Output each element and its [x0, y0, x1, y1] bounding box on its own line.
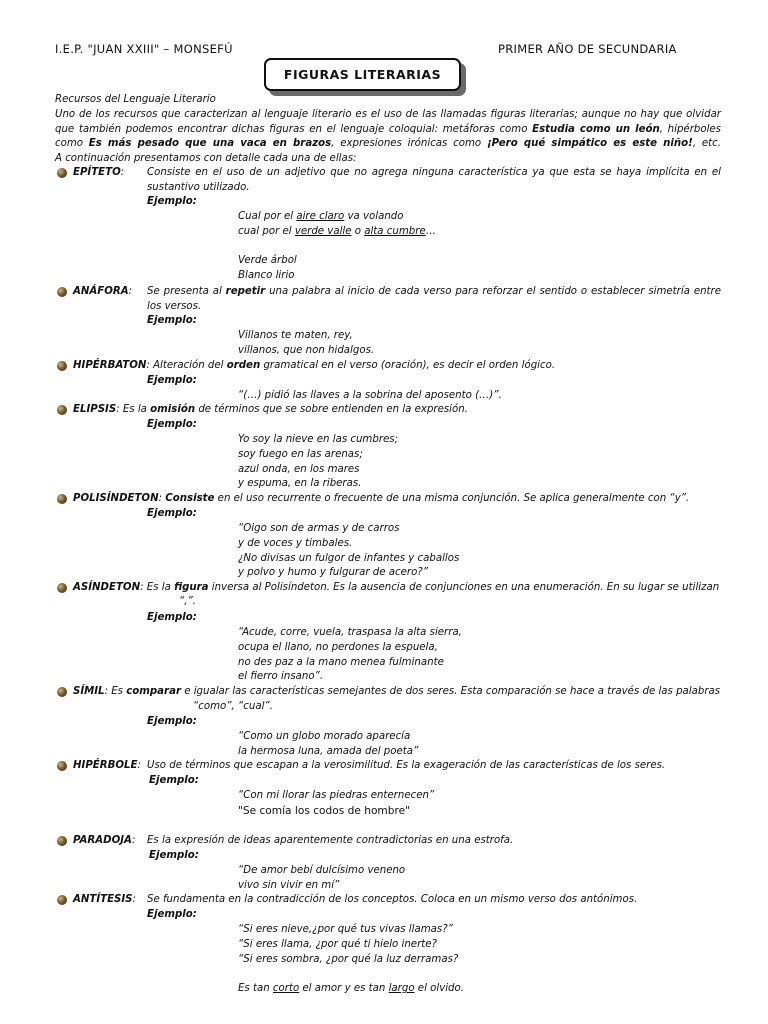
figure-asindeton — [55, 581, 721, 685]
intro-example-irony: ¡Pero qué simpático es este niño! — [486, 138, 693, 150]
example-line: soy fuego en las arenas; — [238, 448, 363, 460]
bullet-icon — [57, 836, 67, 846]
example-label: Ejemplo: — [149, 775, 199, 786]
bullet-icon — [57, 168, 67, 178]
intro-line-1: Uno de los recursos que caracterizan al lenguaje literario es el uso de las llamadas figuras literarias; aunque no hay que olvidar — [55, 108, 721, 120]
example-label: Ejemplo: — [147, 419, 197, 430]
figure-definition: Se presenta al repetir una palabra al inicio de cada verso para reforzar el sentido o establecer simetría entre los versos. — [147, 286, 722, 312]
figure-term: PARADOJA: — [73, 835, 136, 846]
example-label: Ejemplo: — [147, 315, 197, 326]
intro-text: , etc. — [692, 138, 721, 150]
figure-elipsis — [55, 403, 721, 493]
intro-text: que también podemos encontrar dichas figuras en el lenguaje coloquial: metáforas como — [55, 123, 533, 135]
intro-text: como — [55, 138, 89, 150]
figure-definition: ELIPSIS: Es la omisión de términos que se sobre entienden en la expresión. — [73, 404, 468, 415]
example-line: y de voces y timbales. — [238, 537, 353, 549]
example-line: vivo sin vivir en mí” — [238, 879, 340, 891]
figure-definition-continued: “,”. — [179, 596, 197, 607]
grade-label: PRIMER AÑO DE SECUNDARIA — [498, 42, 677, 56]
title-box — [264, 58, 461, 91]
example-line: ocupa el llano, no perdones la espuela, — [238, 641, 438, 653]
bullet-icon — [57, 583, 67, 593]
figure-hiperbole — [55, 759, 721, 825]
example-line: no des paz a la mano menea fulminante — [238, 656, 444, 668]
example-line: “Oigo son de armas y de carros — [238, 523, 400, 534]
figure-term: ANTÍTESIS: — [73, 894, 136, 905]
figure-antitesis — [55, 893, 721, 1003]
example-line: “Como un globo morado aparecía — [238, 731, 411, 742]
intro-line-2 — [55, 123, 721, 138]
intro-line-4: A continuación presentamos con detalle cada una de ellas: — [55, 153, 357, 165]
example-label: Ejemplo: — [147, 909, 197, 920]
example-line: Yo soy la nieve en las cumbres; — [238, 434, 399, 445]
figure-definition: Es la expresión de ideas aparentemente contradictorias en una estrofa. — [147, 835, 514, 846]
intro-text: , expresiones irónicas como — [331, 138, 487, 150]
example-line: Villanos te maten, rey, — [238, 330, 353, 341]
bullet-icon — [57, 361, 67, 371]
figure-anafora — [55, 285, 721, 360]
example-line: el fierro insano”. — [238, 671, 324, 683]
example-lines — [238, 626, 462, 685]
bullet-icon — [57, 405, 67, 415]
intro-line-3 — [55, 137, 721, 152]
example-line: “(…) pidió las llaves a la sobrina del aposento (…)”. — [238, 390, 502, 401]
example-line-blank — [238, 967, 464, 982]
bullet-icon — [57, 761, 67, 771]
bullet-icon — [57, 287, 67, 297]
example-lines — [238, 789, 434, 819]
example-lines — [238, 329, 374, 359]
example-line: “Si eres nieve,¿por qué tus vivas llamas?” — [238, 924, 453, 935]
page-title: FIGURAS LITERARIAS — [283, 67, 442, 82]
example-label: Ejemplo: — [147, 508, 197, 519]
figure-definition: ASÍNDETON: Es la figura inversa al Polisíndeton. Es la ausencia de conjunciones en una enumeración. En su lugar se utilizan — [73, 582, 720, 593]
example-line: Es tan corto el amor y es tan largo el olvido. — [238, 983, 464, 995]
figure-polisindeton — [55, 492, 721, 582]
figure-term: EPÍTETO: — [73, 167, 125, 178]
example-lines — [238, 389, 502, 404]
example-lines — [238, 210, 436, 284]
example-label: Ejemplo: — [149, 850, 199, 861]
bullet-icon — [57, 687, 67, 697]
example-label: Ejemplo: — [147, 612, 197, 623]
figure-simil — [55, 685, 721, 760]
example-label: Ejemplo: — [147, 196, 197, 207]
example-line: villanos, que non hidalgos. — [238, 344, 375, 356]
figure-hiperbaton — [55, 359, 721, 404]
example-line: y espuma, en la riberas. — [238, 478, 362, 490]
example-label: Ejemplo: — [147, 375, 197, 386]
example-line: “Acude, corre, vuela, traspasa la alta sierra, — [238, 627, 462, 638]
figure-epiteto — [55, 166, 721, 286]
example-line: ¿No divisas un fulgor de infantes y caballos — [238, 552, 460, 564]
example-lines — [238, 522, 459, 581]
example-line: Cual por el aire claro va volando — [238, 211, 404, 222]
example-line: azul onda, en los mares — [238, 463, 360, 475]
example-label: Ejemplo: — [147, 716, 197, 727]
example-line: "Se comía los codos de hombre" — [238, 804, 410, 817]
intro-subtitle: Recursos del Lenguaje Literario — [55, 94, 216, 105]
bullet-icon — [57, 494, 67, 504]
example-line: y polvo y humo y fulgurar de acero?” — [238, 567, 428, 579]
example-lines — [238, 730, 418, 760]
figure-term: HIPÉRBOLE: — [73, 760, 141, 771]
figure-definition: POLISÍNDETON: Consiste en el uso recurrente o frecuente de una misma conjunción. Se aplica generalmente con “y”. — [73, 493, 690, 504]
example-line: “Si eres llama, ¿por qué ti hielo inerte? — [238, 938, 437, 950]
example-line: “Si eres sombra, ¿por qué la luz derramas? — [238, 953, 459, 965]
example-line: Verde árbol — [238, 255, 297, 267]
example-line: Blanco lirio — [238, 270, 295, 282]
example-line: “De amor bebí dulcísimo veneno — [238, 865, 406, 876]
figure-definition: Consiste en el uso de un adjetivo que no agrega ninguna característica ya que esta se haya implícita en el sustantivo utilizado. — [147, 167, 721, 193]
example-lines — [238, 864, 405, 894]
figure-definition: HIPÉRBATON: Alteración del orden gramatical en el verso (oración), es decir el orden lógico. — [73, 360, 556, 371]
intro-example-hyperbole: Es más pesado que una vaca en brazos — [88, 138, 332, 150]
figure-term: ANÁFORA: — [73, 286, 133, 297]
bullet-icon — [57, 895, 67, 905]
figure-definition: Uso de términos que escapan a la verosimilitud. Es la exageración de las características de los seres. — [147, 760, 666, 771]
example-line-blank — [238, 240, 436, 255]
intro-example-metaphor: Estudia como un león — [532, 123, 660, 135]
figure-definition-continued: “como”, “cual”. — [193, 701, 273, 712]
example-line: cual por el verde valle o alta cumbre… — [238, 225, 436, 237]
example-lines — [238, 923, 464, 997]
example-line: la hermosa luna, amada del poeta” — [238, 745, 419, 757]
figure-definition: Se fundamenta en la contradicción de los conceptos. Coloca en un mismo verso dos antónimos. — [147, 894, 638, 905]
example-line: “Con mi llorar las piedras enternecen” — [238, 790, 435, 801]
figure-definition: SÍMIL: Es comparar e igualar las características semejantes de dos seres. Esta comparación se hace a través de las palabras — [73, 686, 721, 697]
example-lines — [238, 433, 398, 492]
intro-paragraph — [55, 93, 721, 167]
school-name: I.E.P. "JUAN XXIII" – MONSEFÚ — [55, 42, 233, 56]
intro-text: , hipérboles — [659, 123, 721, 135]
figure-paradoja — [55, 834, 721, 894]
